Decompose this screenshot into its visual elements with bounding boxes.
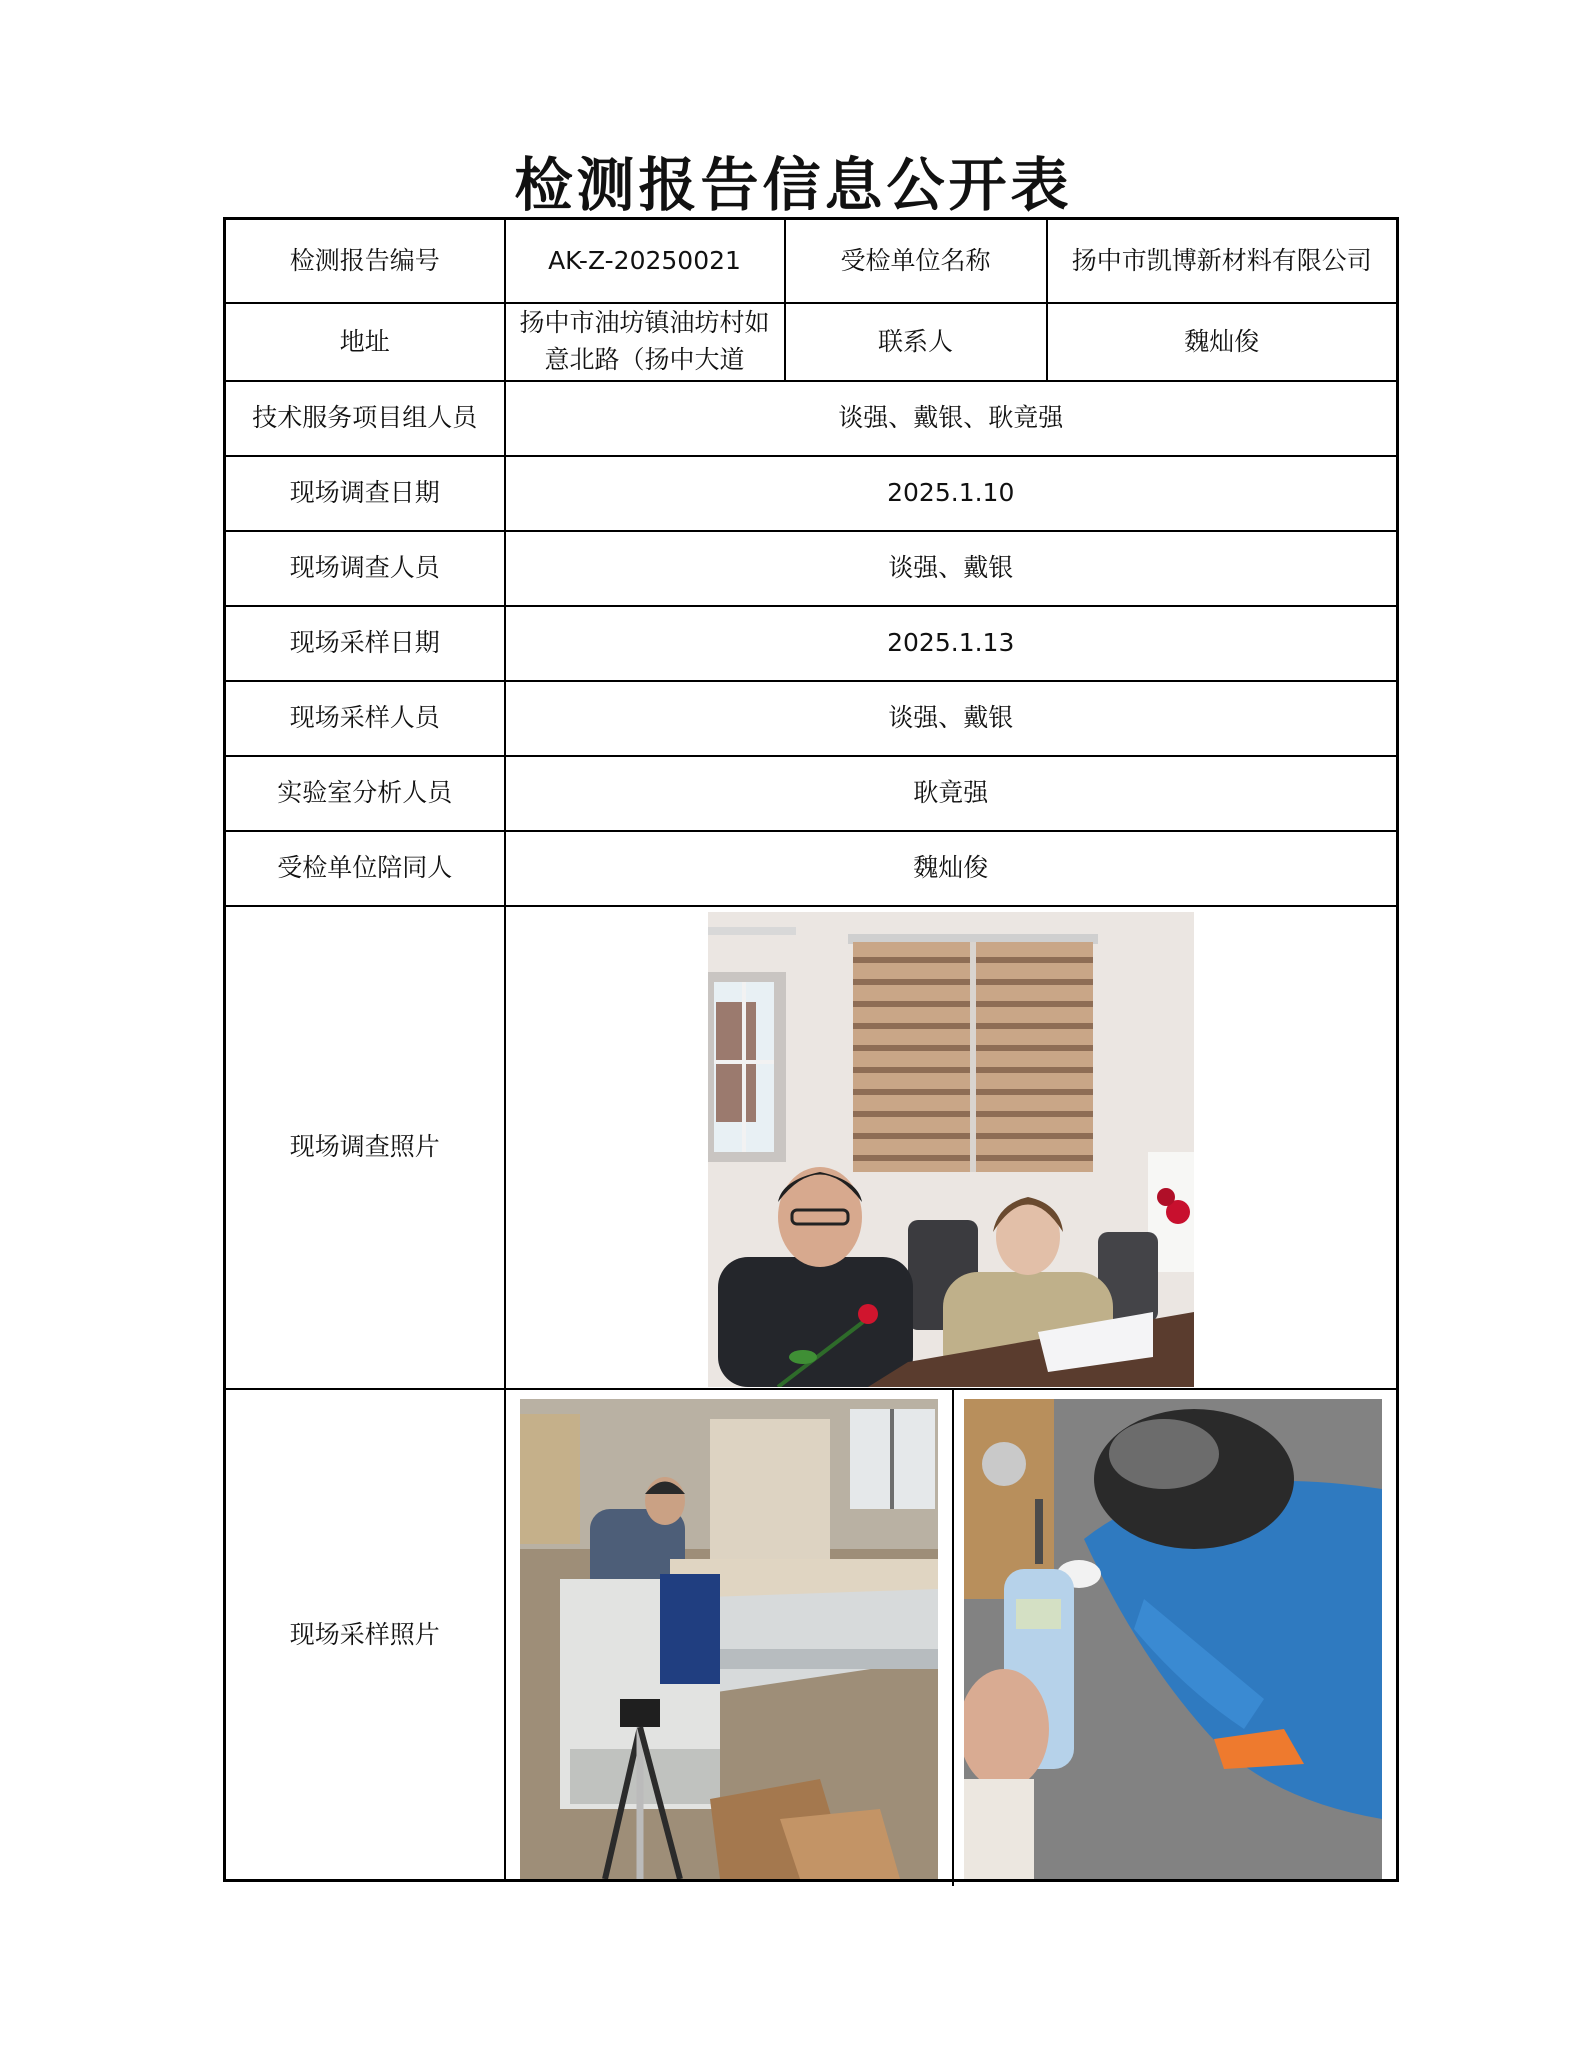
survey-date-value: 2025.1.10 [505,456,1398,531]
sampling-photo-left [520,1399,938,1879]
report-no-value: AK-Z-20250021 [505,219,785,303]
survey-staff-label: 现场调查人员 [225,531,505,606]
row-report-no [225,219,1398,303]
contact-label: 联系人 [785,303,1047,381]
escort-value: 魏灿俊 [505,831,1398,906]
survey-photo [708,912,1194,1387]
row-sampling-staff [225,681,1398,756]
unit-name-value: 扬中市凯博新材料有限公司 [1047,219,1398,303]
row-survey-date [225,456,1398,531]
survey-photo-label: 现场调查照片 [225,906,505,1389]
team-value: 谈强、戴银、耿竟强 [505,381,1398,456]
report-info-table [223,217,1399,1882]
page-title: 检测报告信息公开表 [514,151,1073,219]
lab-staff-value: 耿竟强 [505,756,1398,831]
row-lab-staff [225,756,1398,831]
survey-staff-value: 谈强、戴银 [505,531,1398,606]
lab-staff-label: 实验室分析人员 [225,756,505,831]
escort-label: 受检单位陪同人 [225,831,505,906]
sampling-photo-label: 现场采样照片 [225,1389,505,1881]
team-label: 技术服务项目组人员 [225,381,505,456]
row-sampling-date [225,606,1398,681]
report-no-label: 检测报告编号 [225,219,505,303]
sampling-staff-value: 谈强、戴银 [505,681,1398,756]
sampling-staff-label: 现场采样人员 [225,681,505,756]
sampling-photo-right [964,1399,1382,1879]
address-label: 地址 [225,303,505,381]
row-survey-photo [225,906,1398,1389]
sampling-date-label: 现场采样日期 [225,606,505,681]
photo-divider [952,1390,954,1886]
row-escort [225,831,1398,906]
unit-name-label: 受检单位名称 [785,219,1047,303]
survey-date-label: 现场调查日期 [225,456,505,531]
row-survey-staff [225,531,1398,606]
contact-value: 魏灿俊 [1047,303,1398,381]
row-address [225,303,1398,381]
row-team [225,381,1398,456]
row-sampling-photo [225,1389,1398,1881]
sampling-date-value: 2025.1.13 [505,606,1398,681]
address-value: 扬中市油坊镇油坊村如意北路（扬中大道 [519,307,770,374]
